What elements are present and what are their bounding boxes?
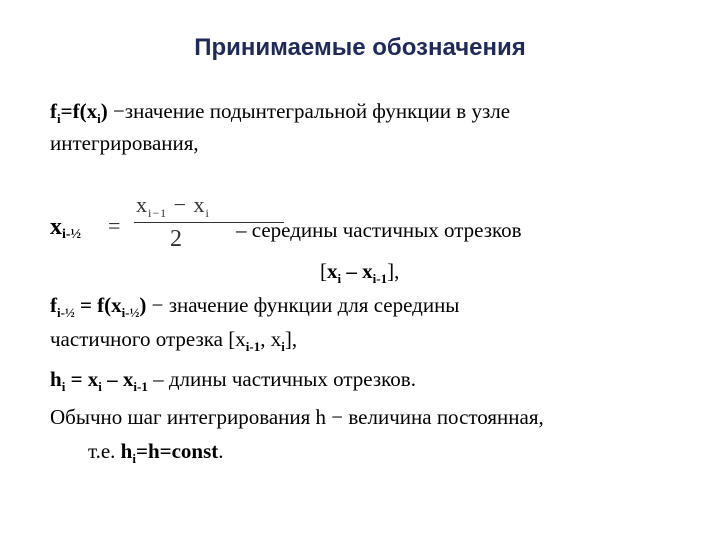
definition-fmid: $f_{i-\frac{1}{2}} = f(x_{i-\frac{1}{2}})$ − значение функции для середины [50, 293, 460, 320]
definition-fi-cont: интегрирования, [50, 131, 199, 155]
definition-hi: $h_i = x_i - x_{i-1}$ – длины частичных отрезков. [50, 367, 416, 394]
fi-symbol: $f_i=f(x_i)$ [50, 99, 108, 126]
step-note: Обычно шаг интегрирования h − величина постоянная, [50, 405, 544, 429]
formula-equals: = [108, 213, 121, 238]
formula-description: – середины частичных отрезков [236, 218, 522, 242]
formula-denominator: 2 [170, 226, 182, 252]
midpoint-formula [50, 192, 650, 262]
definition-fmid-cont: частичного отрезка [$x_{i-1}$, $x_i$], [50, 327, 298, 354]
formula-numerator: $x_{i-1} - x_i$ [136, 192, 210, 220]
step-note-cont: т.е. $h_i=h=const$. [88, 439, 224, 466]
interval-xi: $[x_i - x_{i-1}]$, [320, 259, 400, 286]
definition-fi [50, 98, 510, 124]
slide-title: Принимаемые обозначения [194, 34, 526, 61]
formula-lhs: $x_{i-\frac{1}{2}}$ [50, 214, 82, 242]
fi-description: −значение подынтегральной функции в узле [107, 99, 511, 123]
